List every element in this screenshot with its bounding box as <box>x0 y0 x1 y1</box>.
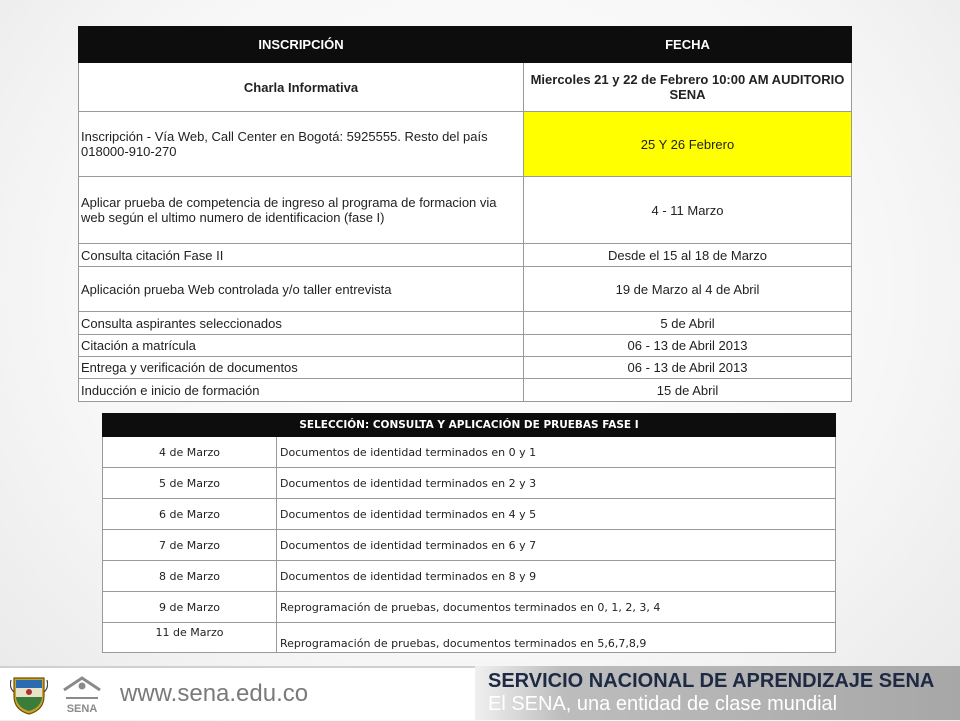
table-row <box>79 379 852 402</box>
list-item <box>103 530 836 561</box>
colombia-coat-of-arms-icon <box>10 674 48 716</box>
table-row <box>79 177 852 244</box>
date-cell: 06 - 13 de Abril 2013 <box>524 335 852 357</box>
date-cell: 19 de Marzo al 4 de Abril <box>524 267 852 312</box>
date-cell: 06 - 13 de Abril 2013 <box>524 357 852 379</box>
website-url[interactable]: www.sena.edu.co <box>120 680 309 707</box>
selection-date: 9 de Marzo <box>103 592 277 623</box>
selection-desc: Documentos de identidad terminados en 8 y 9 <box>277 561 836 592</box>
selection-title: SELECCIÓN: CONSULTA Y APLICACIÓN DE PRUEBAS FASE I <box>103 414 836 437</box>
selection-date: 7 de Marzo <box>103 530 277 561</box>
selection-date: 11 de Marzo <box>103 623 277 653</box>
table-row <box>79 357 852 379</box>
table-row <box>79 244 852 267</box>
table-row <box>79 335 852 357</box>
table-row <box>79 312 852 335</box>
schedule-table <box>78 26 852 402</box>
event-cell: Citación a matrícula <box>79 335 524 357</box>
selection-table <box>102 413 836 653</box>
header-fecha: FECHA <box>524 27 852 63</box>
list-item <box>103 499 836 530</box>
selection-desc: Reprogramación de pruebas, documentos terminados en 5,6,7,8,9 <box>277 623 836 653</box>
event-cell: Inscripción - Vía Web, Call Center en Bogotá: 5925555. Resto del país 018000-910-270 <box>79 112 524 177</box>
selection-date: 4 de Marzo <box>103 437 277 468</box>
date-cell: Desde el 15 al 18 de Marzo <box>524 244 852 267</box>
event-cell: Consulta aspirantes seleccionados <box>79 312 524 335</box>
footer <box>0 666 960 720</box>
table-row <box>79 112 852 177</box>
date-cell-highlighted: 25 Y 26 Febrero <box>524 112 852 177</box>
list-item <box>103 437 836 468</box>
selection-header-row <box>103 414 836 437</box>
selection-date: 8 de Marzo <box>103 561 277 592</box>
event-cell: Aplicación prueba Web controlada y/o taller entrevista <box>79 267 524 312</box>
date-cell: Miercoles 21 y 22 de Febrero 10:00 AM AUDITORIO SENA <box>524 63 852 112</box>
footer-banner <box>475 666 960 720</box>
event-cell: Aplicar prueba de competencia de ingreso al programa de formacion via web según el ultimo numero de identificacion (fase I) <box>79 177 524 244</box>
list-item <box>103 561 836 592</box>
schedule-header-row <box>79 27 852 63</box>
event-cell: Inducción e inicio de formación <box>79 379 524 402</box>
selection-desc: Reprogramación de pruebas, documentos terminados en 0, 1, 2, 3, 4 <box>277 592 836 623</box>
selection-desc: Documentos de identidad terminados en 6 y 7 <box>277 530 836 561</box>
selection-desc: Documentos de identidad terminados en 0 y 1 <box>277 437 836 468</box>
sena-logo-text: SENA <box>66 703 98 715</box>
event-cell: Consulta citación Fase II <box>79 244 524 267</box>
banner-title: SERVICIO NACIONAL DE APRENDIZAJE SENA <box>488 670 935 692</box>
list-item <box>103 468 836 499</box>
header-inscripcion: INSCRIPCIÓN <box>79 27 524 63</box>
table-row <box>79 63 852 112</box>
selection-date: 5 de Marzo <box>103 468 277 499</box>
date-cell: 15 de Abril <box>524 379 852 402</box>
list-item <box>103 592 836 623</box>
event-cell: Entrega y verificación de documentos <box>79 357 524 379</box>
list-item <box>103 623 836 653</box>
event-cell: Charla Informativa <box>79 63 524 112</box>
table-row <box>79 267 852 312</box>
sena-logo-icon <box>60 672 104 716</box>
banner-subtitle: El SENA, una entidad de clase mundial <box>488 693 838 715</box>
date-cell: 5 de Abril <box>524 312 852 335</box>
selection-desc: Documentos de identidad terminados en 4 y 5 <box>277 499 836 530</box>
selection-desc: Documentos de identidad terminados en 2 y 3 <box>277 468 836 499</box>
date-cell: 4 - 11 Marzo <box>524 177 852 244</box>
selection-date: 6 de Marzo <box>103 499 277 530</box>
